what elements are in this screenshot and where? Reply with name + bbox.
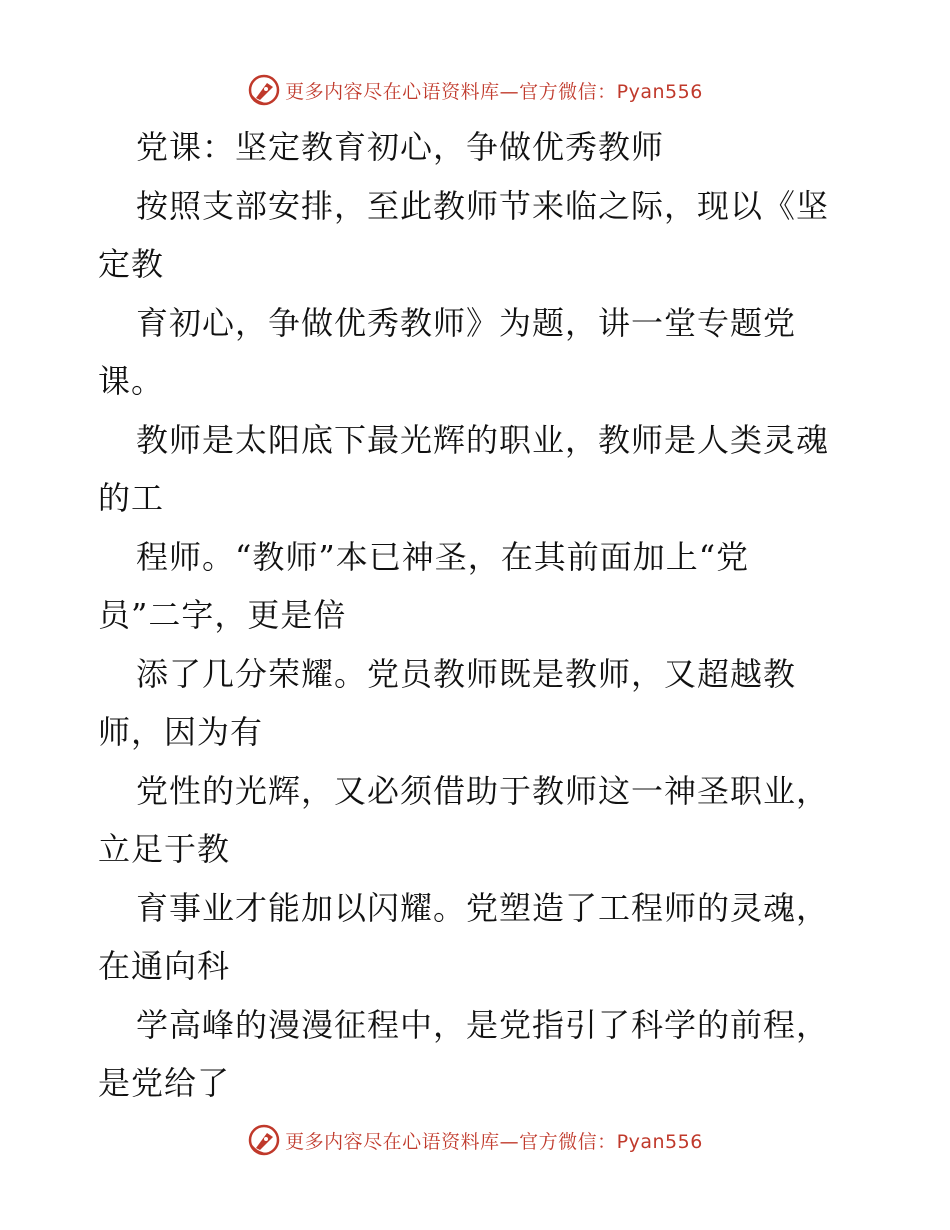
paragraph-line: 按照支部安排，至此教师节来临之际，现以《坚 xyxy=(136,186,830,225)
paragraph-line: 添了几分荣耀。党员教师既是教师，又超越教 xyxy=(136,654,797,693)
paragraph-line: 党性的光辉，又必须借助于教师这一神圣职业， xyxy=(136,771,830,810)
footer-banner xyxy=(0,1120,950,1160)
pen-nib-logo-icon xyxy=(247,1123,281,1157)
paragraph-line: 在通向科 xyxy=(98,947,231,985)
header-banner-text: 更多内容尽在心语资料库—官方微信：Pyan556 xyxy=(285,80,703,103)
paragraph-line: 教师是太阳底下最光辉的职业，教师是人类灵魂 xyxy=(136,420,830,459)
document-title: 党课：坚定教育初心，争做优秀教师 xyxy=(136,128,665,166)
document-body xyxy=(98,118,858,1113)
header-banner xyxy=(0,70,950,110)
paragraph-line: 师，因为有 xyxy=(98,713,264,751)
paragraph-line: 定教 xyxy=(98,245,165,283)
paragraph-line: 是党给了 xyxy=(98,1064,231,1102)
paragraph-line: 育事业才能加以闪耀。党塑造了工程师的灵魂， xyxy=(136,888,830,927)
paragraph-line: 的工 xyxy=(98,479,165,517)
paragraph-line: 立足于教 xyxy=(98,830,231,868)
paragraph-line: 学高峰的漫漫征程中，是党指引了科学的前程， xyxy=(136,1005,830,1044)
paragraph-line: 程师。“教师”本已神圣，在其前面加上“党 xyxy=(136,537,750,576)
paragraph-line: 员”二字，更是倍 xyxy=(98,596,347,634)
footer-banner-text: 更多内容尽在心语资料库—官方微信：Pyan556 xyxy=(285,1130,703,1153)
pen-nib-logo-icon xyxy=(247,73,281,107)
paragraph-line: 育初心，争做优秀教师》为题，讲一堂专题党 xyxy=(136,303,797,342)
paragraph-line: 课。 xyxy=(98,362,165,400)
